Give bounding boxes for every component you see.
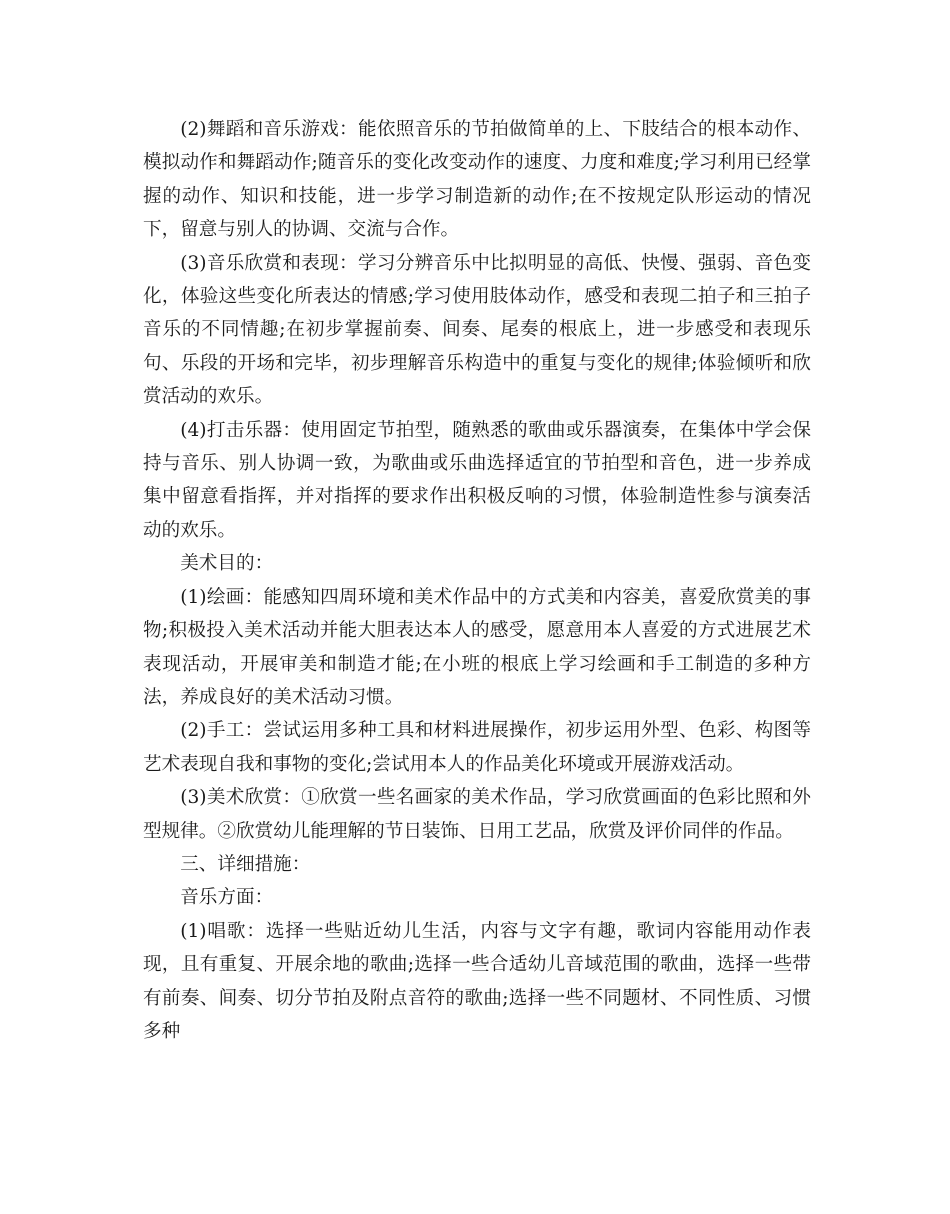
document-body — [143, 113, 811, 1048]
heading-art-goals: 美术目的： — [180, 553, 274, 575]
paragraph-singing: (1)唱歌：选择一些贴近幼儿生活，内容与文字有趣，歌词内容能用动作表现，且有重复、开展余地的歌曲;选择一些合适幼儿音域范围的歌曲，选择一些带有前奏、间奏、切分节拍及附点音符的歌曲;选择一些不同题材、不同性质、习惯多种 — [143, 920, 811, 1042]
paragraph-drawing: (1)绘画：能感知四周环境和美术作品中的方式美和内容美，喜爱欣赏美的事物;积极投入美术活动并能大胆表达本人的感受，愿意用本人喜爱的方式进展艺术表现活动，开展审美和制造才能;在小班的根底上学习绘画和手工制造的多种方法，养成良好的美术活动习惯。 — [143, 586, 811, 708]
paragraph-handicraft: (2)手工：尝试运用多种工具和材料进展操作，初步运用外型、色彩、构图等艺术表现自我和事物的变化;尝试用本人的作品美化环境或开展游戏活动。 — [143, 720, 811, 775]
heading-music-aspect: 音乐方面： — [180, 887, 274, 909]
paragraph-music-appreciation: (3)音乐欣赏和表现：学习分辨音乐中比拟明显的高低、快慢、强弱、音色变化，体验这些变化所表达的情感;学习使用肢体动作，感受和表现二拍子和三拍子音乐的不同情趣;在初步掌握前奏、间奏、尾奏的根底上，进一步感受和表现乐句、乐段的开场和完毕，初步理解音乐构造中的重复与变化的规律;体验倾听和欣赏活动的欢乐。 — [143, 252, 811, 408]
paragraph-percussion: (4)打击乐器：使用固定节拍型，随熟悉的歌曲或乐器演奏，在集体中学会保持与音乐、别人协调一致，为歌曲或乐曲选择适宜的节拍型和音色，进一步养成集中留意看指挥，并对指挥的要求作出积极反响的习惯，体验制造性参与演奏活动的欢乐。 — [143, 419, 811, 541]
paragraph-dance-music-games: (2)舞蹈和音乐游戏：能依照音乐的节拍做简单的上、下肢结合的根本动作、模拟动作和舞蹈动作;随音乐的变化改变动作的速度、力度和难度;学习利用已经掌握的动作、知识和技能，进一步学习制造新的动作;在不按规定队形运动的情况下，留意与别人的协调、交流与合作。 — [143, 119, 811, 241]
paragraph-art-appreciation: (3)美术欣赏：①欣赏一些名画家的美术作品，学习欣赏画面的色彩比照和外型规律。②欣赏幼儿能理解的节日装饰、日用工艺品，欣赏及评价同伴的作品。 — [143, 787, 811, 842]
heading-detailed-measures: 三、详细措施： — [180, 853, 311, 875]
